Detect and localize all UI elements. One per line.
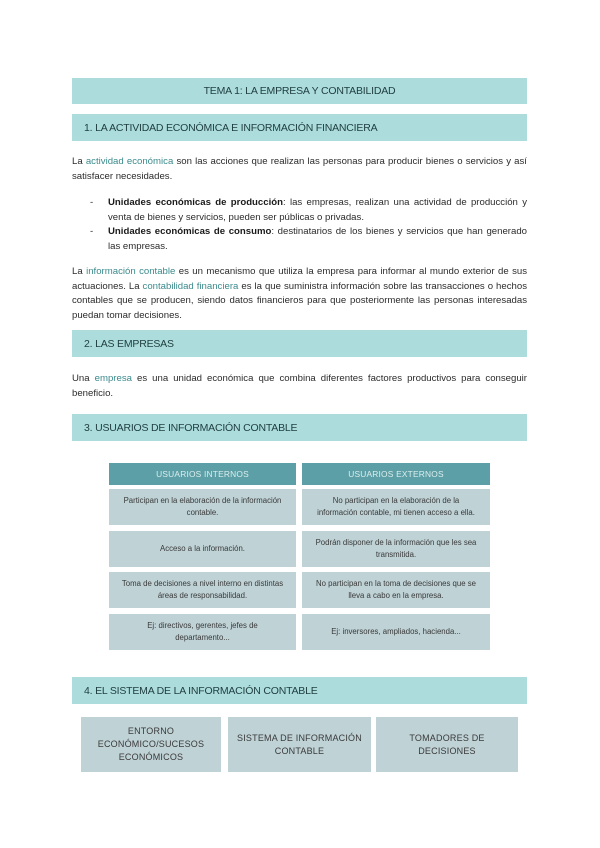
table-cell: No participan en la toma de decisiones que se lleva a cabo en la empresa. — [302, 572, 490, 608]
bullet-produccion: - Unidades económicas de producción: las empresas, realizan una actividad de producción y venta de bienes y servicios, pueden ser públicas o privadas. — [90, 197, 527, 223]
paragraph-informacion-contable: La información contable es un mecanismo que utiliza la empresa para informar al mundo exterior de sus actuaciones. La contabilidad financiera es la que suministra información sobre las transacciones o hechos contables que se producen, siendo datos financieros para que posteriormente las personas interesadas puedan tomar decisiones. — [72, 266, 527, 321]
paragraph-actividad-economica: La actividad económica son las acciones que realizan las personas para producir bienes o servicios y así satisfacer necesidades. — [72, 156, 527, 182]
table-cell: Acceso a la información. — [109, 531, 296, 567]
table-cell: Ej: directivos, gerentes, jefes de departamento... — [109, 614, 296, 650]
table-cell: Toma de decisiones a nivel interno en distintas áreas de responsabilidad. — [109, 572, 296, 608]
paragraph-empresa: Una empresa es una unidad económica que combina diferentes factores productivos para conseguir beneficio. — [72, 373, 528, 399]
box-entorno-economico: ENTORNO ECONÓMICO/SUCESOS ECONÓMICOS — [81, 717, 221, 772]
table-cell: Participan en la elaboración de la información contable. — [109, 489, 296, 525]
bullet-consumo: - Unidades económicas de consumo: destinatarios de los bienes y servicios que han generado las empresas. — [90, 226, 527, 252]
section-1-heading: 1. LA ACTIVIDAD ECONÓMICA E INFORMACIÓN FINANCIERA — [72, 114, 527, 141]
term-empresa: empresa — [94, 373, 132, 384]
table-header-internos: USUARIOS INTERNOS — [109, 463, 296, 485]
term-actividad-economica: actividad económica — [85, 156, 174, 167]
section-3-heading: 3. USUARIOS DE INFORMACIÓN CONTABLE — [72, 414, 527, 441]
table-cell: Ej: inversores, ampliados, hacienda... — [302, 614, 490, 650]
term-contabilidad-financiera: contabilidad financiera — [142, 280, 239, 292]
document-title: TEMA 1: LA EMPRESA Y CONTABILIDAD — [72, 78, 527, 104]
table-cell: Podrán disponer de la información que les sea transmitida. — [302, 531, 490, 567]
box-tomadores-decisiones: TOMADORES DE DECISIONES — [376, 717, 518, 772]
term-informacion-contable: información contable — [86, 266, 176, 277]
box-sistema-informacion: SISTEMA DE INFORMACIÓN CONTABLE — [228, 717, 371, 772]
section-4-heading: 4. EL SISTEMA DE LA INFORMACIÓN CONTABLE — [72, 677, 527, 704]
section-2-heading: 2. LAS EMPRESAS — [72, 330, 527, 357]
table-header-externos: USUARIOS EXTERNOS — [302, 463, 490, 485]
table-cell: No participan en la elaboración de la información contable, mi tienen acceso a ella. — [302, 489, 490, 525]
